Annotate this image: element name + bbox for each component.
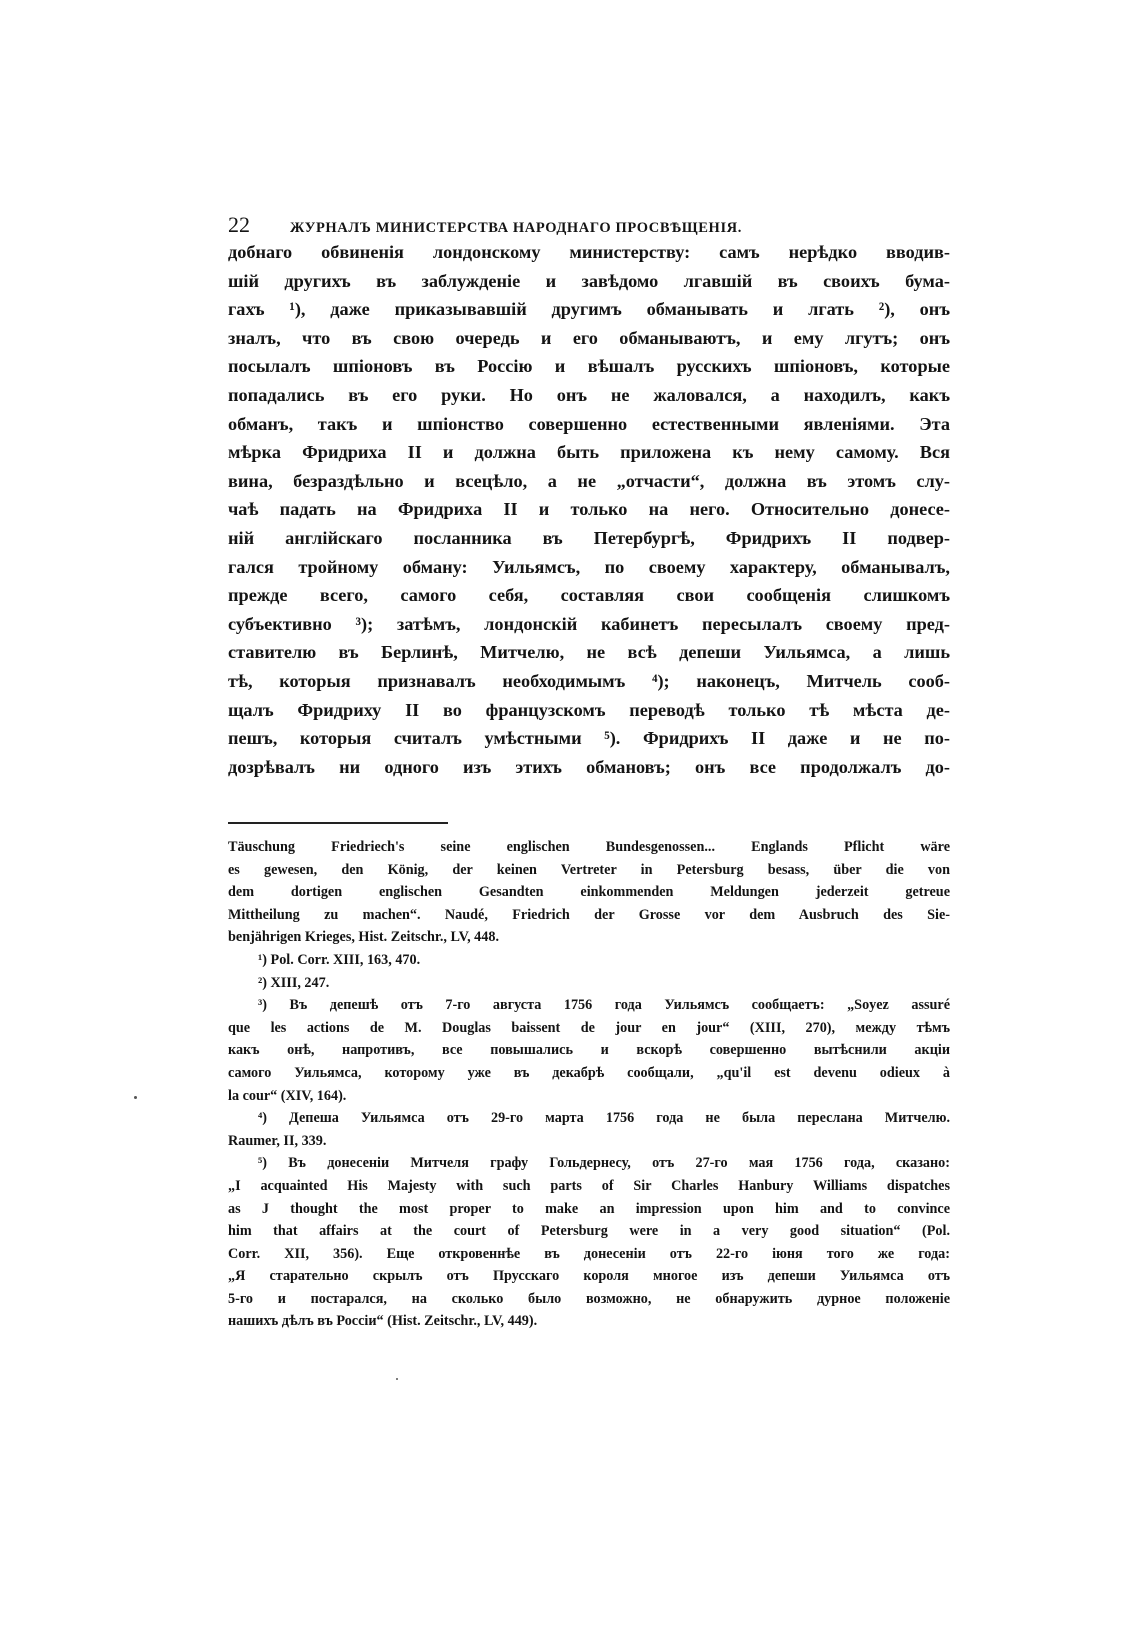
footnote-3: ³) Въ депешѣ отъ 7-го августа 1756 года Уильямсъ сообщаетъ: „Soyez assuré	[258, 997, 950, 1014]
footnote-1: ¹) Pol. Corr. XIII, 163, 470.	[258, 951, 421, 968]
text-line: ній англійскаго посланника въ Петербургѣ, Фридрихъ II подвер-	[228, 527, 950, 548]
footnote-line: Täuschung Friedriech's seine englischen Bundesgenossen... Englands Pflicht wäre	[228, 839, 950, 855]
text-line: гахъ ¹), даже приказывавшій другимъ обманывать и лгать ²), онъ	[228, 299, 950, 320]
text-line: дозрѣвалъ ни одного изъ этихъ обмановъ; онъ все продолжалъ до-	[228, 756, 950, 777]
footnote-line: him that affairs at the court of Petersburg were in a very good situation“ (Pol.	[228, 1223, 950, 1240]
text-line: гался тройному обману: Уильямсъ, по своему характеру, обманывалъ,	[228, 556, 950, 577]
footnote-line: самого Уильямса, которому уже въ декабрѣ сообщали, „qu'il est devenu odieux à	[228, 1064, 950, 1081]
footnote-2: ²) XIII, 247.	[258, 974, 330, 991]
page-number: 22	[228, 212, 250, 237]
footnote-line: Mittheilung zu machen“. Naudé, Friedrich der Grosse vor dem Ausbruch des Sie-	[228, 906, 950, 923]
text-line: шій другихъ въ заблужденіе и завѣдомо лгавшій въ своихъ бума-	[228, 270, 950, 291]
footnote-line: benjährigen Krieges, Hist. Zeitschr., LV, 448.	[228, 929, 500, 946]
text-line: попадались въ его руки. Но онъ не жаловался, а находилъ, какъ	[228, 384, 950, 405]
footnote-line: es gewesen, den König, der keinen Vertreter in Petersburg besass, über die von	[228, 861, 950, 878]
scan-speck	[134, 1096, 137, 1099]
main-text	[228, 238, 950, 781]
footnote-line: „Я старательно скрылъ отъ Прусскаго короля многое изъ депеши Уильямса отъ	[228, 1268, 950, 1285]
footnotes	[228, 836, 950, 1333]
text-line: субъективно ³); затѣмъ, лондонскій кабинетъ пересылалъ своему пред-	[228, 613, 950, 634]
text-line: добнаго обвиненія лондонскому министерству: самъ нерѣдко вводив-	[228, 242, 950, 262]
footnote-line: que les actions de M. Douglas baissent de jour en jour“ (XIII, 270), между тѣмъ	[228, 1019, 950, 1036]
footnote-divider	[228, 822, 448, 824]
running-title: ЖУРНАЛЪ МИНИСТЕРСТВА НАРОДНАГО ПРОСВѢЩЕНІЯ.	[290, 220, 742, 236]
running-header	[228, 212, 948, 238]
text-line: обманъ, такъ и шпіонство совершенно естественными явленіями. Эта	[228, 413, 950, 434]
text-line: прежде всего, самого себя, составляя свои сообщенія слишкомъ	[228, 585, 950, 606]
text-line: тѣ, которыя признавалъ необходимымъ ⁴); наконецъ, Митчель сооб-	[228, 670, 950, 691]
footnote-line: 5-го и постарался, на сколько было возможно, не обнаружить дурное положеніе	[228, 1290, 950, 1307]
text-line: зналъ, что въ свою очередь и его обманываютъ, и ему лгутъ; онъ	[228, 327, 950, 348]
footnote-line: Raumer, II, 339.	[228, 1132, 327, 1149]
scan-speck	[396, 1378, 398, 1380]
footnote-line: as J thought the most proper to make an impression upon him and to convince	[228, 1200, 950, 1217]
footnote-line: „I acquainted His Majesty with such parts of Sir Charles Hanbury Williams dispatches	[228, 1177, 950, 1194]
footnote-4: ⁴) Депеша Уильямса отъ 29-го марта 1756 года не была переслана Митчелю.	[258, 1110, 950, 1127]
footnote-line: какъ онѣ, напротивъ, все повышались и вскорѣ совершенно вытѣснили акціи	[228, 1042, 950, 1059]
text-line: щалъ Фридриху II во французскомъ переводѣ только тѣ мѣста де-	[228, 699, 950, 720]
text-line: мѣрка Фридриха II и должна быть приложена къ нему самому. Вся	[228, 442, 950, 463]
text-line: пешъ, которыя считалъ умѣстными ⁵). Фридрихъ II даже и не по-	[228, 728, 950, 749]
text-line: посылалъ шпіоновъ въ Россію и вѣшалъ русскихъ шпіоновъ, которые	[228, 356, 950, 377]
text-line: вина, безраздѣльно и всецѣло, а не „отчасти“, должна въ этомъ слу-	[228, 470, 950, 491]
footnote-line: нашихъ дѣлъ въ Россіи“ (Hist. Zeitschr., LV, 449).	[228, 1313, 538, 1330]
text-line: ставителю въ Берлинѣ, Митчелю, не всѣ депеши Уильямса, а лишь	[228, 642, 950, 663]
footnote-5: ⁵) Въ донесеніи Митчеля графу Гольдернесу, отъ 27-го мая 1756 года, сказано:	[258, 1155, 950, 1172]
footnote-line: Corr. XII, 356). Еще откровеннѣе въ донесеніи отъ 22-го іюня того же года:	[228, 1245, 950, 1262]
text-line: чаѣ падать на Фридриха II и только на него. Относительно донесе-	[228, 499, 950, 520]
footnote-line: la cour“ (XIV, 164).	[228, 1087, 347, 1104]
footnote-line: dem dortigen englischen Gesandten einkommenden Meldungen jederzeit getreue	[228, 884, 950, 901]
